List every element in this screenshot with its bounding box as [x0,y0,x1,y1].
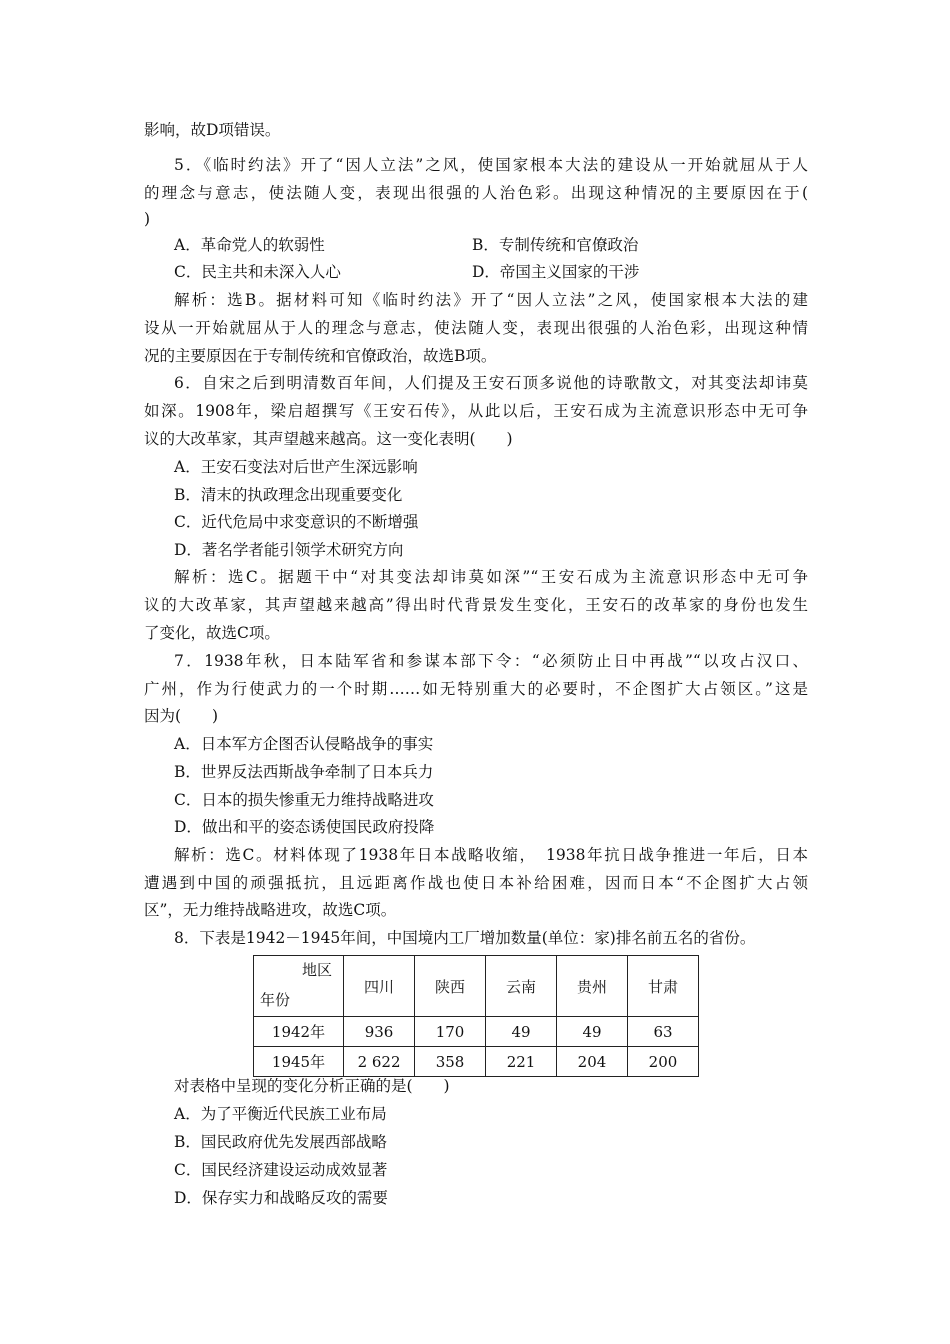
question-5-stem: 的理念与意志，使法随人变，表现出很强的人治色彩。出现这种情况的主要原因在于( [144,184,808,202]
question-5-solution: 解析：选B。据材料可知《临时约法》开了“因人立法”之风，使国家根本大法的建 [174,291,808,309]
corner-label-region: 地区 [301,961,332,979]
question-8-option-b: B．国民政府优先发展西部战略 [174,1133,387,1151]
question-6-stem: 6．自宋之后到明清数百年间，人们提及王安石顶多说他的诗歌散文，对其变法却讳莫 [174,374,808,392]
question-5-solution: 设从一开始就屈从于人的理念与意志，使法随人变，表现出很强的人治色彩，出现这种情 [144,319,808,337]
question-5-option-c: C．民主共和未深入人心 [174,263,341,281]
table-corner-cell [254,956,344,1017]
question-7-option-a: A．日本军方企图否认侵略战争的事实 [174,735,434,753]
question-6-option-c: C．近代危局中求变意识的不断增强 [174,513,419,531]
question-6-solution: 了变化，故选C项。 [144,624,280,642]
question-8-stem: 8．下表是1942－1945年间，中国境内工厂增加数量(单位：家)排名前五名的省份。 [174,929,756,947]
table-cell: 200 [627,1047,698,1077]
question-8-option-c: C．国民经济建设运动成效显著 [174,1161,388,1179]
table-cell: 2 622 [344,1047,415,1077]
text-line: 影响，故D项错误。 [144,121,281,139]
table-row [254,1047,699,1077]
question-7-stem: 7．1938年秋，日本陆军省和参谋本部下令：“必须防止日中再战”“以攻占汉口、 [174,652,808,670]
question-5-stem: 5．《临时约法》开了“因人立法”之风，使国家根本大法的建设从一开始就屈从于人 [174,156,808,174]
question-6-option-a: A．王安石变法对后世产生深远影响 [174,458,418,476]
table-cell: 204 [557,1047,628,1077]
table-row-year: 1945年 [254,1047,344,1077]
question-8-prompt: 对表格中呈现的变化分析正确的是( ) [174,1077,450,1095]
question-7-solution: 遭遇到中国的顽强抵抗，且远距离作战也使日本补给困难，因而日本“不企图扩大占领 [144,874,808,892]
table-cell: 170 [415,1017,486,1047]
question-7-option-b: B．世界反法西斯战争牵制了日本兵力 [174,763,434,781]
question-8-option-d: D．保存实力和战略反攻的需要 [174,1189,388,1207]
factory-count-table [253,955,699,1077]
table-row [254,1017,699,1047]
table-header-cell: 甘肃 [627,956,698,1017]
table-cell: 221 [486,1047,557,1077]
table-cell: 49 [557,1017,628,1047]
table-header-cell: 贵州 [557,956,628,1017]
table-cell: 49 [486,1017,557,1047]
question-5-stem: ) [144,210,151,228]
table-cell: 358 [415,1047,486,1077]
table-cell: 63 [627,1017,698,1047]
table-row-year: 1942年 [254,1017,344,1047]
question-6-solution: 解析：选C。据题干中“对其变法却讳莫如深”“王安石成为主流意识形态中无可争 [174,568,808,586]
question-6-stem: 议的大改革家，其声望越来越高。这一变化表明( ) [144,430,513,448]
question-6-option-d: D．著名学者能引领学术研究方向 [174,541,404,559]
question-6-stem: 如深。1908年，梁启超撰写《王安石传》，从此以后，王安石成为主流意识形态中无可争 [144,402,808,420]
question-5-option-d: D．帝国主义国家的干涉 [472,263,640,281]
table-header-cell: 四川 [344,956,415,1017]
question-5-option-b: B．专制传统和官僚政治 [472,236,639,254]
question-7-option-c: C．日本的损失惨重无力维持战略进攻 [174,791,434,809]
question-7-stem: 广州，作为行使武力的一个时期……如无特别重大的必要时，不企图扩大占领区。”这是 [144,680,808,698]
question-5-solution: 况的主要原因在于专制传统和官僚政治，故选B项。 [144,347,497,365]
question-7-solution: 区”，无力维持战略进攻，故选C项。 [144,901,397,919]
table-header-cell: 云南 [486,956,557,1017]
question-6-option-b: B．清末的执政理念出现重要变化 [174,486,403,504]
table-header-row [254,956,699,1017]
table-header-cell: 陕西 [415,956,486,1017]
question-5-option-a: A．革命党人的软弱性 [174,236,325,254]
corner-label-year: 年份 [260,991,291,1009]
question-7-solution: 解析：选C。材料体现了1938年日本战略收缩， 1938年抗日战争推进一年后，日本 [174,846,808,864]
question-8-option-a: A．为了平衡近代民族工业布局 [174,1105,387,1123]
question-7-stem: 因为( ) [144,707,219,725]
question-6-solution: 议的大改革家，其声望越来越高”得出时代背景发生变化，王安石的改革家的身份也发生 [144,596,808,614]
question-7-option-d: D．做出和平的姿态诱使国民政府投降 [174,818,435,836]
table-cell: 936 [344,1017,415,1047]
